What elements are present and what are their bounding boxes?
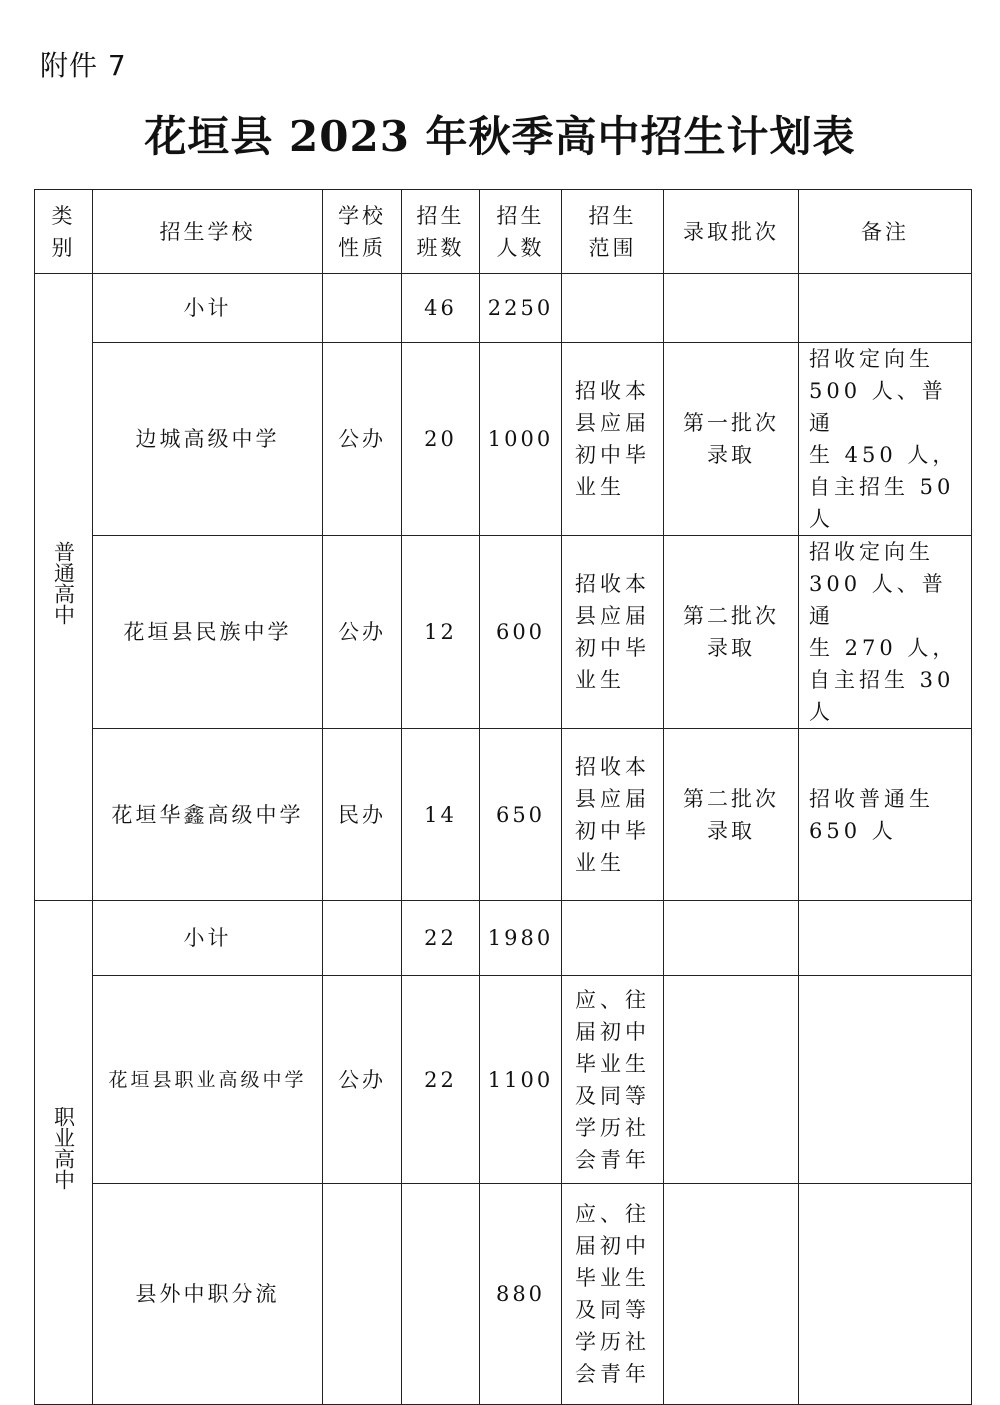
remarks-cell xyxy=(799,729,972,901)
attachment-label: 附件 7 xyxy=(40,49,127,82)
school-name: 花垣华鑫高级中学 xyxy=(93,729,323,901)
school-nature: 公办 xyxy=(323,536,402,729)
header-students: 招生 人数 xyxy=(480,190,562,274)
enrollment-range: 招收本 县应届 初中毕 业生 xyxy=(575,379,650,499)
student-count: 650 xyxy=(480,729,562,901)
subtotal-remarks xyxy=(799,274,972,343)
enrollment-range: 应、往 届初中 毕业生 及同等 学历社 会青年 xyxy=(575,987,650,1172)
enrollment-range: 应、往 届初中 毕业生 及同等 学历社 会青年 xyxy=(575,1202,650,1386)
header-row xyxy=(35,190,972,274)
subtotal-students: 1980 xyxy=(480,901,562,976)
remarks-cell xyxy=(799,1184,972,1405)
enrollment-range-cell xyxy=(562,536,664,729)
school-nature: 民办 xyxy=(323,729,402,901)
subtotal-batch xyxy=(664,901,799,976)
student-count: 1000 xyxy=(480,343,562,536)
school-name: 花垣县职业高级中学 xyxy=(93,976,323,1184)
enrollment-plan-table xyxy=(34,189,972,1405)
remarks: 招收定向生 300 人、普通 生 270 人， 自主招生 30 人 xyxy=(809,540,958,724)
class-count: 20 xyxy=(402,343,480,536)
subtotal-students: 2250 xyxy=(480,274,562,343)
subtotal-nature xyxy=(323,901,402,976)
header-nature: 学校 性质 xyxy=(323,190,402,274)
enrollment-range-cell xyxy=(562,343,664,536)
subtotal-range xyxy=(562,274,664,343)
student-count: 600 xyxy=(480,536,562,729)
table-row xyxy=(35,729,972,901)
header-batch: 录取批次 xyxy=(664,190,799,274)
page-title: 花垣县 2023 年秋季高中招生计划表 xyxy=(144,112,856,161)
category-vocational-cell xyxy=(35,901,93,1405)
remarks: 招收普通生 650 人 xyxy=(809,786,934,843)
admission-batch: 第一批次 录取 xyxy=(664,343,799,536)
subtotal-range xyxy=(562,901,664,976)
school-nature: 公办 xyxy=(323,976,402,1184)
student-count: 1100 xyxy=(480,976,562,1184)
category-general-cell xyxy=(35,274,93,901)
remarks: 招收定向生 500 人、普通 生 450 人， 自主招生 50 人 xyxy=(809,347,958,531)
table-row xyxy=(35,976,972,1184)
remarks-cell xyxy=(799,536,972,729)
header-remarks: 备注 xyxy=(799,190,972,274)
subtotal-label: 小计 xyxy=(93,901,323,976)
school-name: 花垣县民族中学 xyxy=(93,536,323,729)
table-row xyxy=(35,1184,972,1405)
subtotal-label: 小计 xyxy=(93,274,323,343)
school-nature xyxy=(323,1184,402,1405)
remarks-cell xyxy=(799,343,972,536)
school-name: 边城高级中学 xyxy=(93,343,323,536)
table-row xyxy=(35,901,972,976)
subtotal-remarks xyxy=(799,901,972,976)
subtotal-batch xyxy=(664,274,799,343)
enrollment-range: 招收本 县应届 初中毕 业生 xyxy=(575,572,650,692)
enrollment-range: 招收本 县应届 初中毕 业生 xyxy=(575,754,650,875)
enrollment-range-cell xyxy=(562,1184,664,1405)
remarks-cell xyxy=(799,976,972,1184)
admission-batch xyxy=(664,1184,799,1405)
student-count: 880 xyxy=(480,1184,562,1405)
header-classes: 招生 班数 xyxy=(402,190,480,274)
school-name: 县外中职分流 xyxy=(93,1184,323,1405)
category-general: 普通高中 xyxy=(51,540,76,625)
enrollment-range-cell xyxy=(562,729,664,901)
class-count xyxy=(402,1184,480,1405)
category-vocational: 职业高中 xyxy=(51,1106,76,1190)
table-row xyxy=(35,274,972,343)
header-category: 类 别 xyxy=(35,190,93,274)
admission-batch: 第二批次 录取 xyxy=(664,729,799,901)
class-count: 12 xyxy=(402,536,480,729)
enrollment-range-cell xyxy=(562,976,664,1184)
school-nature: 公办 xyxy=(323,343,402,536)
header-range: 招生 范围 xyxy=(562,190,664,274)
subtotal-nature xyxy=(323,274,402,343)
subtotal-classes: 46 xyxy=(402,274,480,343)
header-school: 招生学校 xyxy=(93,190,323,274)
table-row xyxy=(35,536,972,729)
class-count: 22 xyxy=(402,976,480,1184)
subtotal-classes: 22 xyxy=(402,901,480,976)
admission-batch: 第二批次 录取 xyxy=(664,536,799,729)
class-count: 14 xyxy=(402,729,480,901)
admission-batch xyxy=(664,976,799,1184)
table-row xyxy=(35,343,972,536)
